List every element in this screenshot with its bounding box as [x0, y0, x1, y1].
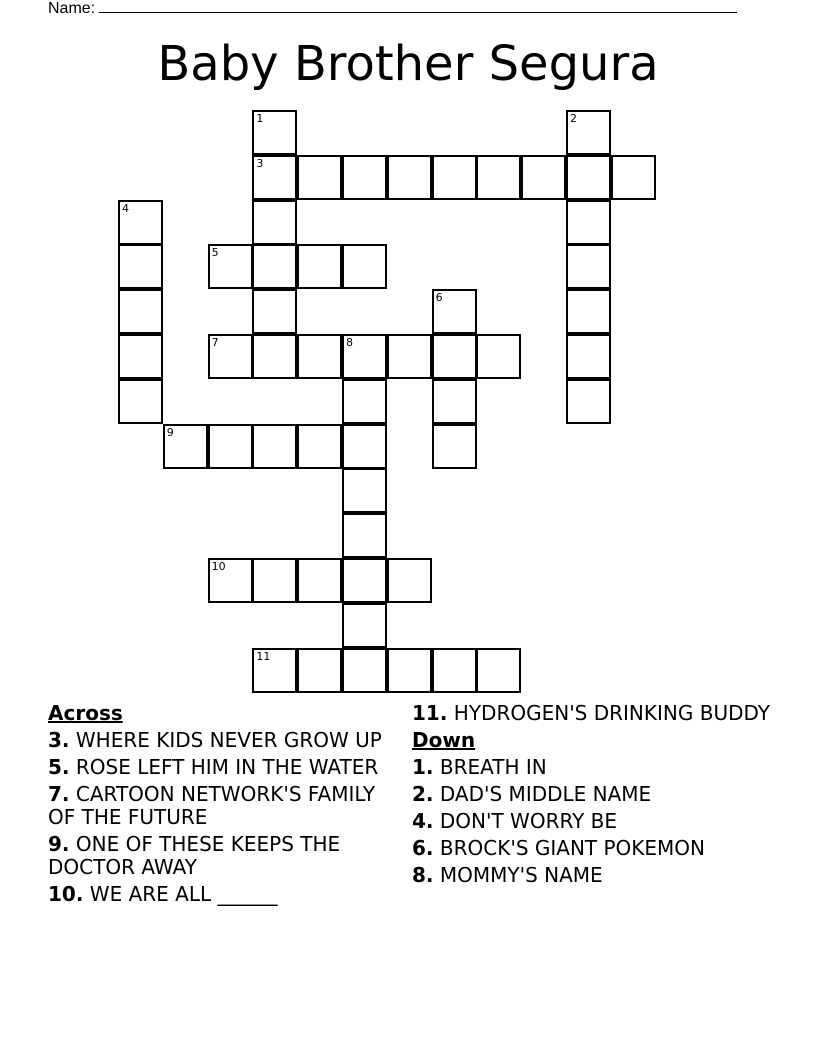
grid-cell[interactable]	[252, 244, 297, 289]
grid-cell[interactable]	[252, 558, 297, 603]
clue-number: 8.	[412, 863, 434, 887]
grid-cell[interactable]	[476, 155, 521, 200]
clues-right-column	[412, 702, 792, 891]
grid-cell[interactable]	[342, 468, 387, 513]
cell-number: 6	[435, 291, 443, 305]
cell-number: 5	[211, 246, 219, 260]
grid-cell[interactable]	[297, 244, 342, 289]
across-clue-7	[48, 783, 393, 829]
clue-text: CARTOON NETWORK'S FAMILY OF THE FUTURE	[48, 782, 376, 829]
grid-cell[interactable]	[342, 513, 387, 558]
grid-cell[interactable]	[387, 648, 432, 693]
grid-cell[interactable]	[297, 424, 342, 469]
grid-cell[interactable]	[432, 334, 477, 379]
clue-text: DON'T WORRY BE	[439, 809, 618, 833]
grid-cell[interactable]	[118, 379, 163, 424]
clue-text: WE ARE ALL ______	[89, 882, 278, 906]
clue-number: 2.	[412, 782, 434, 806]
clue-text: DAD'S MIDDLE NAME	[439, 782, 652, 806]
cell-number: 7	[211, 336, 219, 349]
grid-cell[interactable]	[252, 424, 297, 469]
down-clue-2	[412, 783, 792, 806]
down-clue-4	[412, 810, 792, 833]
grid-cell[interactable]	[342, 334, 387, 379]
cell-number: 3	[256, 156, 264, 170]
clue-text: BROCK'S GIANT POKEMON	[439, 836, 705, 860]
grid-cell[interactable]	[297, 334, 342, 379]
cell-number: 9	[166, 425, 174, 439]
grid-cell[interactable]	[521, 155, 566, 200]
grid-cell[interactable]	[566, 200, 611, 245]
clue-text: MOMMY'S NAME	[439, 863, 603, 887]
cell-number: 10	[211, 560, 226, 573]
grid-cell[interactable]	[208, 558, 253, 603]
grid-cell[interactable]	[208, 244, 253, 289]
grid-cell[interactable]	[297, 155, 342, 200]
grid-cell[interactable]	[387, 558, 432, 603]
down-heading: Down	[412, 728, 476, 752]
grid-cell[interactable]	[342, 424, 387, 469]
grid-cell[interactable]	[342, 648, 387, 693]
grid-cell[interactable]	[118, 244, 163, 289]
grid-cell[interactable]	[432, 648, 477, 693]
cell-number: 11	[256, 649, 271, 663]
grid-cell[interactable]	[252, 200, 297, 245]
grid-cell[interactable]	[208, 424, 253, 469]
clue-text: ROSE LEFT HIM IN THE WATER	[75, 755, 379, 779]
grid-cell[interactable]	[387, 334, 432, 379]
puzzle-title: Baby Brother Segura	[157, 36, 659, 92]
name-label: Name:	[48, 0, 96, 17]
across-heading: Across	[48, 701, 123, 725]
grid-cell[interactable]	[118, 200, 163, 245]
clues-left-column	[48, 702, 393, 910]
clue-number: 1.	[412, 755, 434, 779]
clue-text: HYDROGEN'S DRINKING BUDDY	[453, 701, 771, 725]
grid-cell[interactable]	[476, 334, 521, 379]
grid-cell[interactable]	[163, 424, 208, 469]
cell-number: 2	[570, 112, 577, 125]
grid-cell[interactable]	[208, 334, 253, 379]
grid-cell[interactable]	[432, 424, 477, 469]
grid-cell[interactable]	[566, 110, 611, 155]
grid-cell[interactable]	[252, 334, 297, 379]
down-clue-6	[412, 837, 792, 860]
cell-number: 1	[256, 112, 264, 125]
grid-cell[interactable]	[432, 155, 477, 200]
clue-text: WHERE KIDS NEVER GROW UP	[75, 728, 382, 752]
grid-cell[interactable]	[342, 379, 387, 424]
clue-number: 6.	[412, 836, 434, 860]
grid-cell[interactable]	[342, 603, 387, 648]
grid-cell[interactable]	[432, 289, 477, 334]
grid-cell[interactable]	[252, 110, 297, 155]
clue-number: 11.	[412, 701, 448, 725]
clue-number: 10.	[48, 882, 84, 906]
across-clue-5	[48, 756, 393, 779]
grid-cell[interactable]	[566, 379, 611, 424]
grid-cell[interactable]	[252, 648, 297, 693]
clue-text: ONE OF THESE KEEPS THE DOCTOR AWAY	[48, 832, 341, 879]
clue-number: 5.	[48, 755, 70, 779]
clue-number: 9.	[48, 832, 70, 856]
grid-cell[interactable]	[432, 379, 477, 424]
across-clue-11	[412, 702, 792, 725]
grid-cell[interactable]	[342, 155, 387, 200]
cell-number: 4	[122, 201, 129, 215]
grid-cell[interactable]	[342, 244, 387, 289]
grid-cell[interactable]	[252, 289, 297, 334]
clue-text: BREATH IN	[439, 755, 547, 779]
cell-number: 8	[346, 336, 353, 349]
grid-cell[interactable]	[566, 289, 611, 334]
grid-cell[interactable]	[252, 155, 297, 200]
grid-cell[interactable]	[297, 648, 342, 693]
grid-cell[interactable]	[566, 155, 611, 200]
grid-cell[interactable]	[342, 558, 387, 603]
grid-cell[interactable]	[118, 289, 163, 334]
clue-number: 4.	[412, 809, 434, 833]
across-clue-3	[48, 729, 393, 752]
grid-cell[interactable]	[566, 244, 611, 289]
grid-cell[interactable]	[118, 334, 163, 379]
clue-number: 7.	[48, 782, 70, 806]
down-clue-1	[412, 756, 792, 779]
down-clue-8	[412, 864, 792, 887]
grid-cell[interactable]	[387, 155, 432, 200]
grid-cell[interactable]	[476, 648, 521, 693]
grid-cell[interactable]	[611, 155, 656, 200]
grid-cell[interactable]	[297, 558, 342, 603]
across-clue-10	[48, 883, 393, 906]
across-clue-9	[48, 833, 393, 879]
clue-number: 3.	[48, 728, 70, 752]
grid-cell[interactable]	[566, 334, 611, 379]
